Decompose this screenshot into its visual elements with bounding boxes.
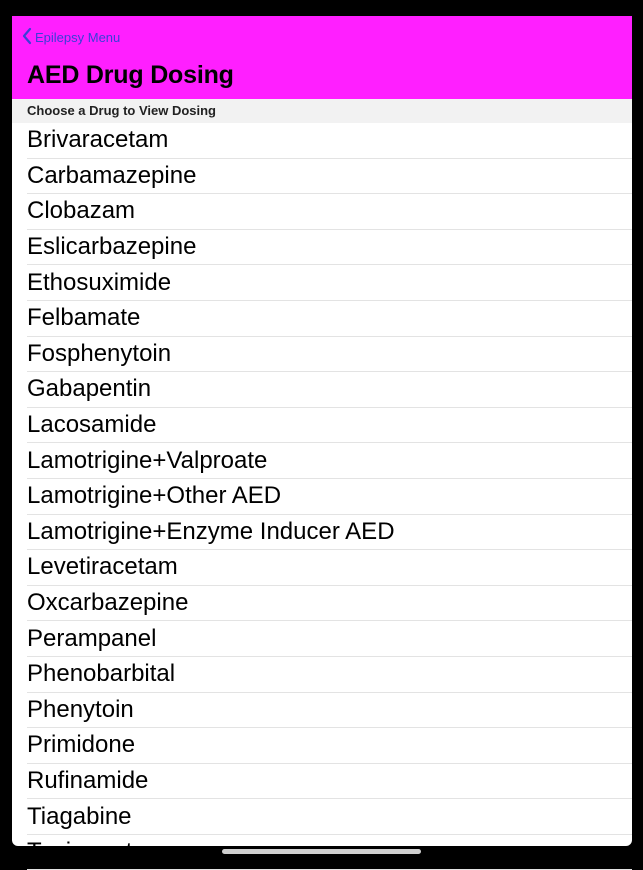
list-item[interactable] bbox=[27, 764, 632, 800]
list-item[interactable] bbox=[27, 194, 632, 230]
home-indicator[interactable] bbox=[222, 849, 421, 854]
list-item[interactable] bbox=[27, 337, 632, 373]
list-item[interactable] bbox=[27, 586, 632, 622]
list-item[interactable] bbox=[27, 693, 632, 729]
app-screen bbox=[12, 16, 632, 866]
drug-name: Rufinamide bbox=[27, 766, 149, 794]
drug-name: Eslicarbazepine bbox=[27, 233, 197, 261]
drug-name: Lamotrigine+Valproate bbox=[27, 446, 268, 474]
page-title: AED Drug Dosing bbox=[27, 61, 234, 89]
list-item[interactable] bbox=[27, 799, 632, 835]
chevron-left-icon bbox=[22, 28, 32, 47]
drug-name: Gabapentin bbox=[27, 375, 152, 403]
list-item[interactable] bbox=[27, 479, 632, 515]
drug-name: Topiramate bbox=[27, 838, 146, 866]
drug-name: Levetiracetam bbox=[27, 553, 178, 581]
drug-list bbox=[12, 123, 632, 870]
drug-name: Clobazam bbox=[27, 197, 136, 225]
back-button[interactable] bbox=[22, 28, 120, 47]
drug-name: Lacosamide bbox=[27, 411, 157, 439]
list-item[interactable] bbox=[27, 657, 632, 693]
list-item[interactable] bbox=[27, 621, 632, 657]
list-item[interactable] bbox=[27, 230, 632, 266]
list-item[interactable] bbox=[27, 265, 632, 301]
list-item[interactable] bbox=[27, 728, 632, 764]
list-item[interactable] bbox=[27, 159, 632, 195]
drug-name: Primidone bbox=[27, 731, 136, 759]
list-item[interactable] bbox=[27, 372, 632, 408]
back-button-label: Epilepsy Menu bbox=[35, 30, 121, 45]
drug-name: Felbamate bbox=[27, 304, 141, 332]
drug-name: Phenobarbital bbox=[27, 660, 176, 688]
drug-name: Tiagabine bbox=[27, 802, 132, 830]
list-item[interactable] bbox=[27, 515, 632, 551]
drug-name: Carbamazepine bbox=[27, 161, 197, 189]
list-item[interactable] bbox=[27, 123, 632, 159]
drug-name: Lamotrigine+Enzyme Inducer AED bbox=[27, 517, 395, 545]
list-item[interactable] bbox=[27, 550, 632, 586]
drug-name: Brivaracetam bbox=[27, 126, 169, 154]
drug-name: Oxcarbazepine bbox=[27, 589, 189, 617]
drug-name: Ethosuximide bbox=[27, 268, 172, 296]
drug-name: Phenytoin bbox=[27, 695, 134, 723]
drug-name: Lamotrigine+Other AED bbox=[27, 482, 282, 510]
drug-name: Perampanel bbox=[27, 624, 157, 652]
list-item[interactable] bbox=[27, 443, 632, 479]
list-item[interactable] bbox=[27, 301, 632, 337]
list-item[interactable] bbox=[27, 408, 632, 444]
drug-name: Fosphenytoin bbox=[27, 339, 172, 367]
section-header: Choose a Drug to View Dosing bbox=[12, 99, 632, 123]
navigation-bar bbox=[12, 16, 632, 99]
